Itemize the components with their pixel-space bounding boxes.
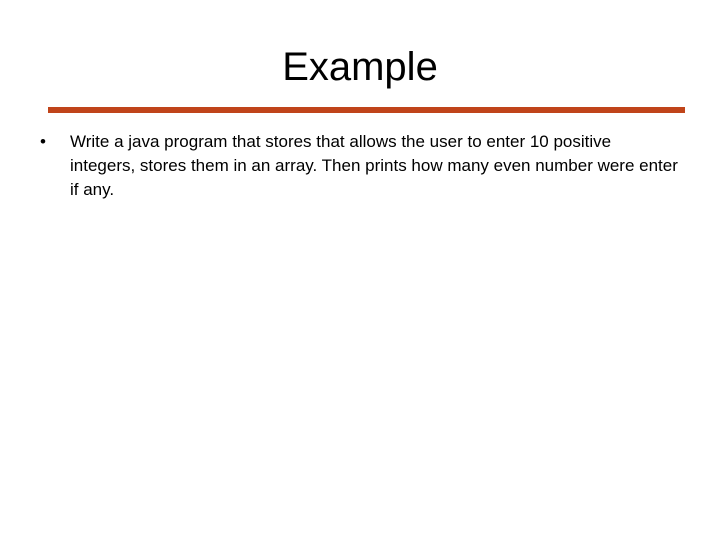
bullet-marker: • xyxy=(40,132,46,151)
bullet-text: Write a java program that stores that allows the user to enter 10 positive integers, stores them in an array. Then prints how many even number were enter if any. xyxy=(70,132,678,199)
slide-title: Example xyxy=(282,45,438,89)
bullet-item xyxy=(40,130,680,202)
title-underline xyxy=(48,107,685,113)
bullet-list xyxy=(40,130,680,202)
